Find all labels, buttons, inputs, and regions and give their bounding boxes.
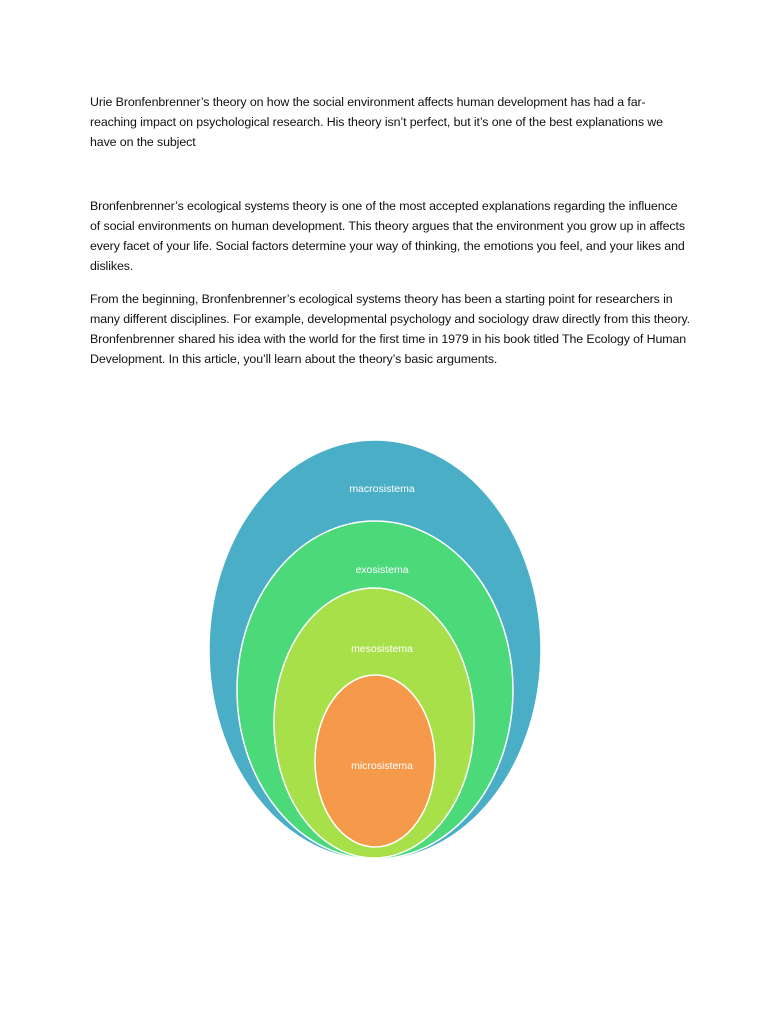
ecological-systems-diagram xyxy=(120,425,650,865)
microsistema-ring xyxy=(315,675,435,847)
exosistema-label: exosistema xyxy=(355,564,409,576)
theory-paragraph: Bronfenbrenner’s ecological systems theory is one of the most accepted explanations regarding the influence of social environments on human development. This theory argues that the environment you grow up in affects every facet of your life. Social factors determine your way of thinking, the emotions you feel, and your likes and dislikes. xyxy=(90,199,685,273)
nested-ellipses-figure xyxy=(120,425,650,865)
macrosistema-label: macrosistema xyxy=(349,483,415,495)
history-paragraph: From the beginning, Bronfenbrenner’s ecological systems theory has been a starting point for researchers in many different disciplines. For example, developmental psychology and sociology draw directly from this theory. Bronfenbrenner shared his idea with the world for the first time in 1979 in his book titled The Ecology of Human Development. In this article, you’ll learn about the theory’s basic arguments. xyxy=(90,292,691,366)
microsistema-label: microsistema xyxy=(351,760,413,772)
mesosistema-label: mesosistema xyxy=(351,643,413,655)
intro-paragraph: Urie Bronfenbrenner’s theory on how the social environment affects human development has had a far-reaching impact on psychological research. His theory isn’t perfect, but it’s one of the best explanations we have on the subject xyxy=(90,95,663,149)
